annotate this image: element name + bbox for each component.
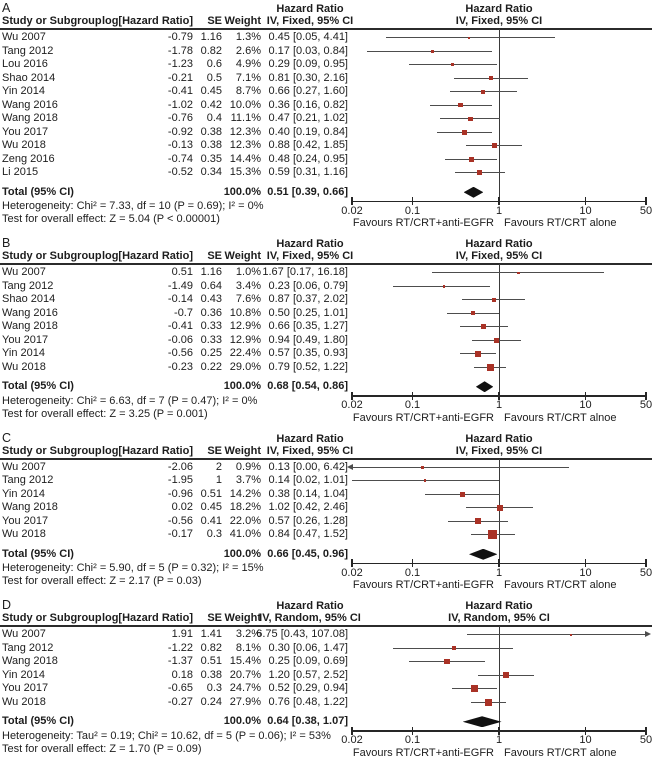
study-name: Wu 2007 bbox=[2, 31, 46, 43]
loghr-value: -0.14 bbox=[167, 293, 193, 305]
header-underline bbox=[0, 263, 652, 265]
panel-b bbox=[0, 237, 652, 422]
total-ci-text: 0.66 [0.45, 0.96] bbox=[267, 547, 348, 560]
se-value: 0.5 bbox=[206, 71, 222, 84]
total-ci-text: 0.64 [0.38, 1.07] bbox=[267, 715, 348, 727]
effect-marker bbox=[443, 285, 446, 288]
weight-value: 3.2% bbox=[235, 628, 261, 640]
loghr-value: -1.02 bbox=[167, 98, 193, 111]
loghr-value: 0.02 bbox=[171, 501, 193, 513]
weight-value: 0.9% bbox=[235, 460, 261, 473]
study-name: Wu 2018 bbox=[2, 360, 46, 373]
loghr-value: -1.23 bbox=[167, 58, 193, 70]
loghr-value: -0.96 bbox=[167, 487, 193, 500]
effect-marker bbox=[444, 659, 449, 664]
overall-effect-text: Test for overall effect: Z = 5.04 (P < 0.00001) bbox=[2, 213, 220, 225]
total-diamond bbox=[469, 549, 497, 560]
effect-marker bbox=[570, 634, 573, 637]
se-value: 1 bbox=[215, 474, 222, 486]
panel-c bbox=[0, 432, 652, 590]
loghr-value: -0.7 bbox=[174, 306, 193, 319]
effect-marker bbox=[475, 351, 481, 357]
weight-value: 22.0% bbox=[229, 514, 261, 527]
study-column-header: Study or Subgroup bbox=[2, 250, 102, 262]
total-ci-text: 0.68 [0.54, 0.86] bbox=[267, 380, 348, 392]
loghr-column-header: log[Hazard Ratio] bbox=[101, 612, 193, 624]
axis-tick-label: 50 bbox=[639, 734, 652, 746]
se-value: 0.34 bbox=[200, 166, 222, 178]
weight-value: 4.9% bbox=[235, 58, 261, 70]
axis-tick-label: 10 bbox=[579, 734, 592, 746]
se-value: 0.22 bbox=[200, 360, 222, 373]
se-column-header: SE bbox=[207, 444, 222, 457]
se-value: 1.41 bbox=[200, 628, 222, 640]
ci-text: 0.52 [0.29, 0.94] bbox=[268, 682, 348, 694]
loghr-value: -0.56 bbox=[167, 347, 193, 359]
se-value: 0.33 bbox=[200, 320, 222, 332]
axis-tick-label: 10 bbox=[579, 399, 592, 411]
axis-tick-label: 0.1 bbox=[404, 734, 421, 746]
study-name: Tang 2012 bbox=[2, 44, 54, 57]
weight-value: 8.1% bbox=[235, 641, 261, 654]
se-value: 0.82 bbox=[200, 641, 222, 654]
panel-label: A bbox=[2, 1, 11, 15]
no-effect-line bbox=[499, 264, 500, 395]
se-value: 2 bbox=[215, 460, 222, 473]
weight-value: 12.9% bbox=[229, 333, 261, 346]
loghr-value: -1.78 bbox=[167, 44, 193, 57]
no-effect-line bbox=[499, 626, 500, 730]
hr-column-title: Hazard Ratio bbox=[276, 3, 344, 15]
loghr-value: -0.56 bbox=[167, 514, 193, 527]
ci-text: 0.23 [0.06, 0.79] bbox=[268, 279, 348, 292]
plot-effect-model-header: IV, Fixed, 95% CI bbox=[455, 15, 543, 27]
ci-text: 0.76 [0.48, 1.22] bbox=[268, 695, 348, 708]
study-name: Wu 2007 bbox=[2, 266, 46, 278]
effect-marker bbox=[497, 505, 503, 511]
total-diamond bbox=[464, 187, 484, 198]
total-label: Total (95% CI) bbox=[2, 547, 74, 560]
favours-right-label: Favours RT/CRT alone bbox=[504, 217, 617, 229]
heterogeneity-text: Heterogeneity: Chi² = 7.33, df = 10 (P = 0.69); I² = 0% bbox=[2, 200, 264, 212]
weight-column-header: Weight bbox=[224, 612, 261, 624]
se-value: 0.3 bbox=[206, 528, 222, 540]
total-label: Total (95% CI) bbox=[2, 715, 74, 727]
ci-text: 0.40 [0.19, 0.84] bbox=[268, 125, 348, 138]
se-column-header: SE bbox=[207, 250, 222, 262]
se-value: 0.4 bbox=[206, 112, 222, 124]
effect-marker bbox=[477, 170, 482, 175]
effect-marker bbox=[431, 50, 434, 53]
total-diamond bbox=[463, 716, 502, 727]
effect-marker bbox=[460, 492, 465, 497]
se-value: 0.43 bbox=[200, 293, 222, 305]
effect-marker bbox=[458, 103, 462, 107]
plot-column-title: Hazard Ratio bbox=[465, 600, 533, 612]
ci-text: 1.02 [0.42, 2.46] bbox=[268, 501, 348, 513]
effect-marker bbox=[487, 364, 494, 371]
loghr-value: -1.22 bbox=[167, 641, 193, 654]
loghr-value: -1.49 bbox=[167, 279, 193, 292]
loghr-column-header: log[Hazard Ratio] bbox=[101, 15, 193, 27]
effect-marker bbox=[481, 90, 485, 94]
plot-effect-model-header: IV, Random, 95% CI bbox=[448, 612, 550, 624]
ci-text: 0.66 [0.27, 1.60] bbox=[268, 85, 348, 97]
heterogeneity-text: Heterogeneity: Chi² = 5.90, df = 5 (P = 0.32); I² = 15% bbox=[2, 562, 264, 574]
loghr-value: -0.76 bbox=[167, 112, 193, 124]
hr-column-title: Hazard Ratio bbox=[276, 238, 344, 250]
se-value: 0.33 bbox=[200, 333, 222, 346]
effect-marker bbox=[489, 76, 493, 80]
effect-marker bbox=[424, 479, 427, 482]
ci-text: 1.20 [0.57, 2.52] bbox=[268, 668, 348, 681]
effect-marker bbox=[468, 117, 472, 121]
heterogeneity-text: Heterogeneity: Tau² = 0.19; Chi² = 10.62, df = 5 (P = 0.06); I² = 53% bbox=[2, 729, 331, 742]
loghr-value: -0.65 bbox=[167, 682, 193, 694]
axis-tick-label: 50 bbox=[639, 204, 652, 217]
weight-value: 22.4% bbox=[229, 347, 261, 359]
hr-column-title: Hazard Ratio bbox=[276, 600, 344, 612]
study-name: You 2017 bbox=[2, 514, 49, 527]
loghr-value: -0.23 bbox=[167, 360, 193, 373]
weight-value: 7.6% bbox=[235, 293, 261, 305]
panel-d bbox=[0, 599, 652, 757]
header-underline bbox=[0, 28, 652, 30]
se-value: 0.42 bbox=[200, 98, 222, 111]
se-value: 0.35 bbox=[200, 152, 222, 165]
study-name: Wang 2018 bbox=[2, 501, 58, 513]
axis-tick-label: 0.02 bbox=[341, 399, 363, 411]
effect-model-header: IV, Fixed, 95% CI bbox=[266, 444, 354, 457]
effect-marker bbox=[471, 685, 478, 692]
header-underline bbox=[0, 458, 652, 460]
weight-value: 3.7% bbox=[235, 474, 261, 486]
axis-tick-label: 0.1 bbox=[404, 204, 421, 217]
loghr-value: 0.51 bbox=[171, 266, 193, 278]
study-name: Tang 2012 bbox=[2, 474, 54, 486]
se-value: 0.38 bbox=[200, 125, 222, 138]
study-name: Wang 2018 bbox=[2, 320, 58, 332]
panel-label: D bbox=[2, 598, 12, 612]
weight-value: 15.3% bbox=[229, 166, 261, 178]
weight-column-header: Weight bbox=[224, 444, 261, 457]
se-value: 0.64 bbox=[200, 279, 222, 292]
effect-marker bbox=[492, 143, 497, 148]
ci-text: 0.50 [0.25, 1.01] bbox=[268, 306, 348, 319]
effect-marker bbox=[494, 338, 499, 343]
weight-value: 10.0% bbox=[229, 98, 261, 111]
se-value: 0.36 bbox=[200, 306, 222, 319]
ci-text: 0.36 [0.16, 0.82] bbox=[268, 98, 348, 111]
loghr-value: 1.91 bbox=[171, 628, 193, 640]
ci-text: 0.57 [0.26, 1.28] bbox=[268, 514, 348, 527]
ci-text: 0.47 [0.21, 1.02] bbox=[268, 112, 348, 124]
weight-value: 12.3% bbox=[229, 139, 261, 151]
weight-value: 3.4% bbox=[235, 279, 261, 292]
effect-marker bbox=[452, 646, 456, 650]
overall-effect-text: Test for overall effect: Z = 3.25 (P = 0.001) bbox=[2, 407, 208, 420]
total-label: Total (95% CI) bbox=[2, 185, 74, 198]
study-name: You 2017 bbox=[2, 125, 49, 138]
effect-marker bbox=[421, 466, 424, 469]
axis-tick-label: 1 bbox=[495, 566, 503, 579]
overall-effect-text: Test for overall effect: Z = 2.17 (P = 0.03) bbox=[2, 575, 202, 587]
total-diamond bbox=[476, 381, 493, 392]
study-name: Yin 2014 bbox=[2, 85, 46, 97]
weight-value: 12.9% bbox=[229, 320, 261, 332]
ci-text: 0.84 [0.47, 1.52] bbox=[268, 528, 348, 540]
loghr-value: -0.27 bbox=[167, 695, 193, 708]
total-weight: 100.0% bbox=[223, 380, 261, 392]
effect-marker bbox=[488, 530, 497, 539]
se-value: 0.6 bbox=[206, 58, 222, 70]
loghr-value: -0.13 bbox=[167, 139, 193, 151]
loghr-value: -0.06 bbox=[167, 333, 193, 346]
study-name: Tang 2012 bbox=[2, 279, 54, 292]
loghr-value: -1.95 bbox=[167, 474, 193, 486]
se-column-header: SE bbox=[207, 612, 222, 624]
se-value: 0.82 bbox=[200, 44, 222, 57]
effect-marker bbox=[503, 672, 509, 678]
plot-column-title: Hazard Ratio bbox=[465, 238, 533, 250]
study-name: Zeng 2016 bbox=[2, 152, 55, 165]
study-name: Yin 2014 bbox=[2, 668, 46, 681]
study-name: Lou 2016 bbox=[2, 58, 48, 70]
ci-line bbox=[352, 467, 569, 468]
axis-tick-label: 50 bbox=[639, 566, 652, 579]
weight-value: 20.7% bbox=[229, 668, 261, 681]
ci-text: 0.29 [0.09, 0.95] bbox=[268, 58, 348, 70]
se-value: 1.16 bbox=[200, 266, 222, 278]
study-column-header: Study or Subgroup bbox=[2, 444, 102, 457]
weight-value: 15.4% bbox=[229, 655, 261, 667]
effect-model-header: IV, Fixed, 95% CI bbox=[266, 15, 354, 27]
effect-marker bbox=[485, 699, 492, 706]
loghr-value: -0.52 bbox=[167, 166, 193, 178]
plot-column-title: Hazard Ratio bbox=[465, 3, 533, 15]
total-ci-text: 0.51 [0.39, 0.66] bbox=[267, 185, 348, 198]
study-name: Wu 2018 bbox=[2, 695, 46, 708]
se-value: 1.16 bbox=[200, 31, 222, 43]
se-column-header: SE bbox=[207, 15, 222, 27]
no-effect-line bbox=[499, 29, 500, 201]
ci-text: 0.81 [0.30, 2.16] bbox=[268, 71, 348, 84]
weight-value: 1.0% bbox=[235, 266, 261, 278]
effect-model-header: IV, Fixed, 95% CI bbox=[266, 250, 354, 262]
study-name: Shao 2014 bbox=[2, 293, 56, 305]
panel-a bbox=[0, 2, 652, 227]
effect-marker bbox=[469, 157, 474, 162]
total-label: Total (95% CI) bbox=[2, 380, 74, 392]
study-column-header: Study or Subgroup bbox=[2, 15, 102, 27]
se-value: 0.45 bbox=[200, 501, 222, 513]
ci-text: 0.25 [0.09, 0.69] bbox=[268, 655, 348, 667]
study-name: Tang 2012 bbox=[2, 641, 54, 654]
study-name: Wu 2007 bbox=[2, 460, 46, 473]
favours-right-label: Favours RT/CRT alone bbox=[504, 579, 617, 591]
loghr-value: -0.74 bbox=[167, 152, 193, 165]
axis-tick-label: 0.1 bbox=[404, 566, 421, 579]
se-value: 0.45 bbox=[200, 85, 222, 97]
right-arrow-icon bbox=[645, 631, 651, 637]
total-weight: 100.0% bbox=[223, 185, 261, 198]
se-value: 0.38 bbox=[200, 139, 222, 151]
ci-text: 0.48 [0.24, 0.95] bbox=[268, 152, 348, 165]
favours-right-label: Favours RT/CRT alnoe bbox=[504, 411, 617, 424]
ci-text: 0.94 [0.49, 1.80] bbox=[268, 333, 348, 346]
loghr-value: -0.41 bbox=[167, 85, 193, 97]
ci-text: 0.88 [0.42, 1.85] bbox=[268, 139, 348, 151]
favours-right-label: Favours RT/CRT alone bbox=[504, 746, 617, 759]
se-value: 0.3 bbox=[206, 682, 222, 694]
panel-label: C bbox=[2, 430, 12, 445]
effect-marker bbox=[462, 130, 467, 135]
loghr-column-header: log[Hazard Ratio] bbox=[101, 444, 193, 457]
se-value: 0.38 bbox=[200, 668, 222, 681]
study-column-header: Study or Subgroup bbox=[2, 612, 102, 624]
weight-value: 1.3% bbox=[235, 31, 261, 43]
weight-value: 11.1% bbox=[230, 112, 261, 124]
effect-model-header: IV, Random, 95% CI bbox=[259, 612, 361, 624]
loghr-value: -0.92 bbox=[167, 125, 193, 138]
ci-line bbox=[367, 51, 492, 52]
weight-value: 29.0% bbox=[229, 360, 261, 373]
plot-column-title: Hazard Ratio bbox=[465, 432, 533, 445]
study-name: Shao 2014 bbox=[2, 71, 56, 84]
axis-tick-label: 50 bbox=[639, 399, 652, 411]
ci-text: 0.38 [0.14, 1.04] bbox=[268, 487, 348, 500]
overall-effect-text: Test for overall effect: Z = 1.70 (P = 0.09) bbox=[2, 742, 202, 755]
loghr-value: -0.17 bbox=[167, 528, 193, 540]
study-name: Li 2015 bbox=[2, 166, 39, 178]
ci-text: 0.57 [0.35, 0.93] bbox=[268, 347, 348, 359]
ci-text: 1.67 [0.17, 16.18] bbox=[262, 266, 348, 278]
loghr-value: -0.21 bbox=[167, 71, 193, 84]
axis-tick-label: 1 bbox=[495, 734, 503, 746]
axis-tick-label: 1 bbox=[495, 204, 503, 217]
effect-marker bbox=[468, 37, 471, 40]
study-name: You 2017 bbox=[2, 682, 49, 694]
weight-value: 27.9% bbox=[229, 695, 261, 708]
favours-left-label: Favours RT/CRT+anti-EGFR bbox=[352, 411, 494, 424]
left-arrow-icon bbox=[347, 464, 353, 470]
ci-text: 0.17 [0.03, 0.84] bbox=[268, 44, 348, 57]
loghr-value: -0.79 bbox=[167, 31, 193, 43]
study-name: Wang 2018 bbox=[2, 112, 58, 124]
ci-text: 0.30 [0.06, 1.47] bbox=[268, 641, 348, 654]
study-name: Wang 2016 bbox=[2, 306, 58, 319]
header-underline bbox=[0, 625, 652, 627]
total-weight: 100.0% bbox=[223, 715, 261, 727]
weight-value: 7.1% bbox=[235, 71, 261, 84]
plot-effect-model-header: IV, Fixed, 95% CI bbox=[455, 444, 543, 457]
study-name: Wu 2007 bbox=[2, 628, 46, 640]
study-name: You 2017 bbox=[2, 333, 49, 346]
ci-line bbox=[467, 634, 646, 635]
weight-value: 14.2% bbox=[229, 487, 261, 500]
ci-text: 0.13 [0.00, 6.42] bbox=[268, 460, 348, 473]
weight-value: 8.7% bbox=[235, 85, 261, 97]
effect-marker bbox=[475, 518, 481, 524]
effect-marker bbox=[492, 298, 496, 302]
panel-label: B bbox=[2, 236, 11, 250]
favours-left-label: Favours RT/CRT+anti-EGFR bbox=[352, 217, 494, 229]
ci-text: 0.45 [0.05, 4.41] bbox=[268, 31, 348, 43]
weight-value: 41.0% bbox=[229, 528, 261, 540]
axis-tick-label: 10 bbox=[579, 204, 592, 217]
hr-column-title: Hazard Ratio bbox=[276, 432, 344, 445]
weight-value: 14.4% bbox=[229, 152, 261, 165]
se-value: 0.24 bbox=[200, 695, 222, 708]
effect-marker bbox=[517, 272, 520, 275]
study-name: Wang 2016 bbox=[2, 98, 58, 111]
favours-left-label: Favours RT/CRT+anti-EGFR bbox=[352, 579, 494, 591]
weight-column-header: Weight bbox=[224, 250, 261, 262]
se-value: 0.51 bbox=[200, 487, 222, 500]
axis-tick-label: 10 bbox=[579, 566, 592, 579]
study-name: Wang 2018 bbox=[2, 655, 58, 667]
weight-column-header: Weight bbox=[224, 15, 261, 27]
study-name: Wu 2018 bbox=[2, 528, 46, 540]
axis-tick-label: 0.02 bbox=[341, 734, 363, 746]
loghr-column-header: log[Hazard Ratio] bbox=[101, 250, 193, 262]
ci-text: 0.66 [0.35, 1.27] bbox=[268, 320, 348, 332]
effect-marker bbox=[481, 324, 486, 329]
weight-value: 2.6% bbox=[235, 44, 261, 57]
axis-tick-label: 0.02 bbox=[341, 204, 363, 217]
weight-value: 24.7% bbox=[229, 682, 261, 694]
loghr-value: -2.06 bbox=[167, 460, 193, 473]
loghr-value: 0.18 bbox=[171, 668, 193, 681]
effect-marker bbox=[451, 63, 454, 66]
loghr-value: -0.41 bbox=[167, 320, 193, 332]
weight-value: 10.8% bbox=[229, 306, 261, 319]
ci-text: 0.79 [0.52, 1.22] bbox=[268, 360, 348, 373]
loghr-value: -1.37 bbox=[167, 655, 193, 667]
se-value: 0.41 bbox=[200, 514, 222, 527]
ci-text: 6.75 [0.43, 107.08] bbox=[256, 628, 348, 640]
se-value: 0.25 bbox=[200, 347, 222, 359]
ci-text: 0.14 [0.02, 1.01] bbox=[268, 474, 348, 486]
axis-tick-label: 0.1 bbox=[404, 399, 421, 411]
ci-text: 0.59 [0.31, 1.16] bbox=[268, 166, 348, 178]
se-value: 0.51 bbox=[200, 655, 222, 667]
study-name: Wu 2018 bbox=[2, 139, 46, 151]
study-name: Yin 2014 bbox=[2, 487, 46, 500]
weight-value: 12.3% bbox=[229, 125, 261, 138]
axis-tick-label: 0.02 bbox=[341, 566, 363, 579]
ci-text: 0.87 [0.37, 2.02] bbox=[268, 293, 348, 305]
plot-effect-model-header: IV, Fixed, 95% CI bbox=[455, 250, 543, 262]
ci-line bbox=[386, 37, 554, 38]
heterogeneity-text: Heterogeneity: Chi² = 6.63, df = 7 (P = 0.47); I² = 0% bbox=[2, 394, 258, 407]
effect-marker bbox=[471, 311, 475, 315]
total-weight: 100.0% bbox=[223, 547, 261, 560]
weight-value: 18.2% bbox=[229, 501, 261, 513]
favours-left-label: Favours RT/CRT+anti-EGFR bbox=[352, 746, 494, 759]
study-name: Yin 2014 bbox=[2, 347, 46, 359]
axis-tick-label: 1 bbox=[495, 399, 503, 411]
